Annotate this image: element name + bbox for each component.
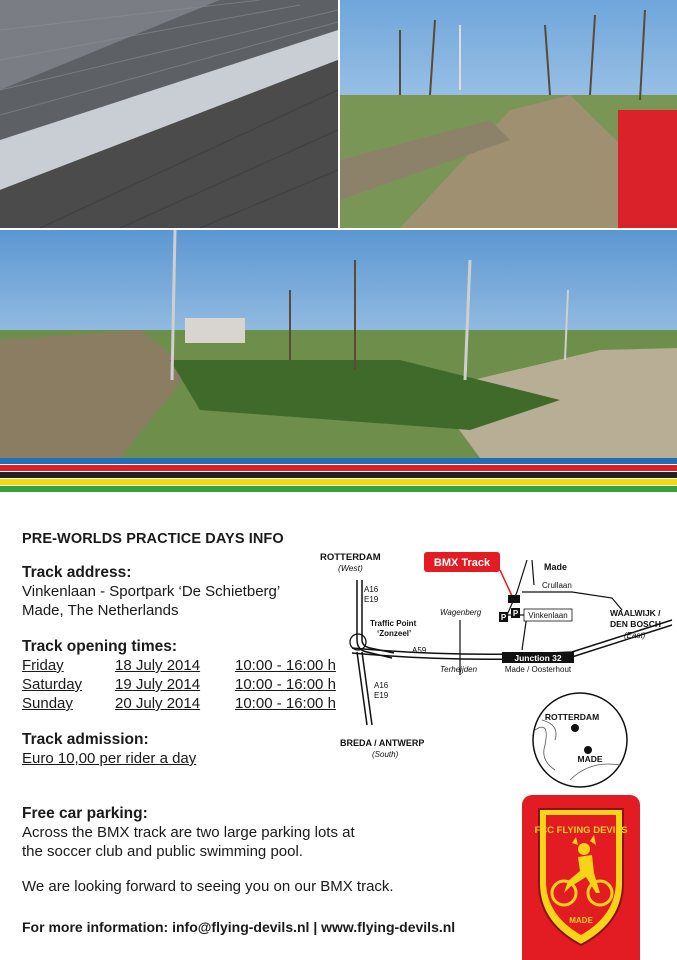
admission-value: Euro 10,00 per rider a day [22,750,197,767]
label-made-oosterhout: Made / Oosterhout [504,665,572,674]
label-e19-top: E19 [364,595,379,604]
address-line-2: Made, The Netherlands [22,602,179,619]
opening-time: 10:00 - 16:00 h [235,695,336,712]
label-breda: BREDA / ANTWERP [340,738,425,748]
opening-row [22,675,352,694]
opening-day: Sunday [22,695,73,712]
label-a16-bottom: A16 [374,681,389,690]
parking-line-2: the soccer club and public swimming pool. [22,843,303,860]
address-section [22,563,352,620]
dot-rotterdam [571,724,579,732]
closing-message: We are looking forward to seeing you on our BMX track. [22,878,394,895]
road-made [507,560,527,615]
inset-label-made: MADE [577,754,603,764]
address-title: Track address: [22,564,132,581]
admission-section [22,730,352,768]
opening-date: 19 July 2014 [115,676,201,693]
label-wagenberg: Wagenberg [440,608,482,617]
label-waalwijk: WAALWIJK / [610,608,661,618]
contact-footer: For more information: info@flying-devils.nl | www.flying-devils.nl [22,919,456,935]
photo-track-panorama [0,230,677,458]
bmx-track-marker [508,595,520,603]
opening-day: Saturday [22,676,83,693]
label-south: (South) [372,750,399,759]
label-e19-bottom: E19 [374,691,389,700]
label-east: (East) [624,631,646,640]
opening-time: 10:00 - 16:00 h [235,657,336,674]
label-rotterdam: ROTTERDAM [320,552,381,563]
opening-title: Track opening times: [22,638,178,655]
opening-date: 20 July 2014 [115,695,201,712]
photo-collage [0,0,677,458]
label-zonzeel: ‘Zonzeel’ [377,629,412,638]
parking-title: Free car parking: [22,805,148,822]
road-a16-south [357,652,367,725]
opening-section [22,637,352,713]
inset-label-rotterdam: ROTTERDAM [544,712,600,722]
stripe-green [0,486,677,492]
admission-title: Track admission: [22,731,149,748]
opening-time: 10:00 - 16:00 h [235,676,336,693]
location-inset-map [530,690,630,790]
logo-bottom-text: MADE [569,916,593,925]
svg-text:P: P [512,609,519,618]
label-traffic-point: Traffic Point [370,619,417,628]
logo-top-text: FCC FLYING DEVILS [534,825,628,836]
page-heading: PRE-WORLDS PRACTICE DAYS INFO [22,531,284,547]
label-a16-top: A16 [364,585,379,594]
opening-row [22,656,352,675]
svg-text:P: P [500,613,507,622]
bmx-track-label: BMX Track [433,557,491,569]
info-content [22,530,352,785]
label-den-bosch: DEN BOSCH [610,619,662,629]
opening-date: 18 July 2014 [115,657,201,674]
road-crullaan [522,592,622,610]
label-junction: Junction 32 [514,653,562,663]
label-made: Made [544,562,568,572]
label-crullaan: Crullaan [542,581,572,590]
parking-section [22,804,442,861]
opening-day: Friday [22,657,64,674]
address-line-1: Vinkenlaan - Sportpark ‘De Schietberg’ [22,583,281,600]
photo-start-gate [0,0,338,228]
photo-track-overview [340,0,677,228]
dot-made [584,746,592,754]
label-west: (West) [338,563,363,573]
label-vinkenlaan: Vinkenlaan [528,611,568,620]
parking-line-1: Across the BMX track are two large parking lots at [22,824,355,841]
opening-row [22,694,352,713]
club-logo [522,795,640,960]
rainbow-stripes [0,458,677,496]
label-a59: A59 [412,646,427,655]
label-terheijden: Terheijden [440,665,478,674]
